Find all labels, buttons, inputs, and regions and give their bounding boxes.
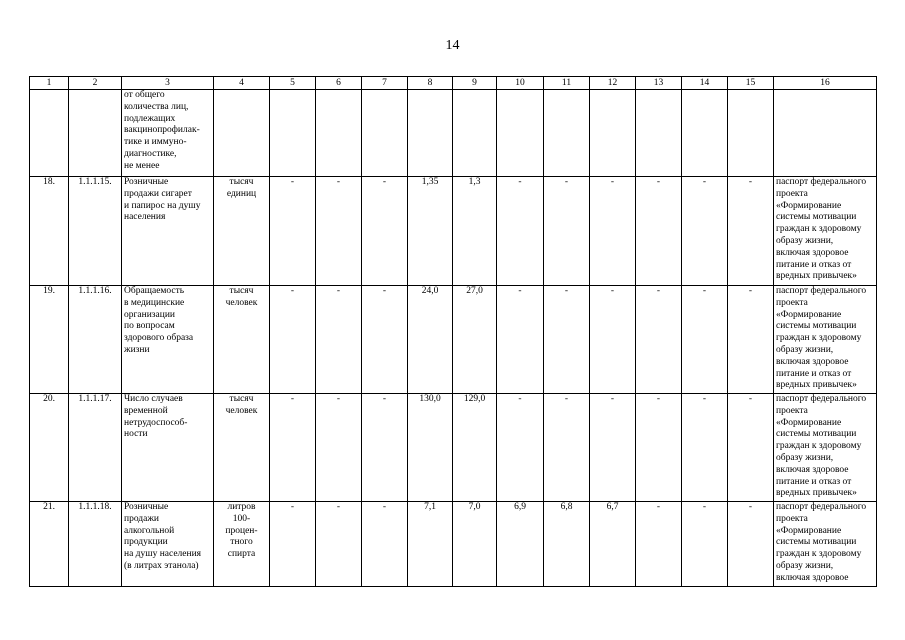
- cell-code: 1.1.1.15.: [69, 177, 122, 286]
- cell-value: -: [636, 394, 682, 502]
- cell-value: -: [544, 394, 590, 502]
- cell-value: -: [270, 502, 316, 587]
- header-cell: 7: [362, 77, 408, 90]
- cell-value: 1,3: [453, 177, 497, 286]
- cell-value: -: [362, 177, 408, 286]
- cell-value: -: [316, 394, 362, 502]
- header-cell: 2: [69, 77, 122, 90]
- cell-source: паспорт федерального проекта «Формирование системы мотивации граждан к здоровому образу жизни, включая здоровое питание и отказ от вредных привычек»: [774, 394, 877, 502]
- cell-value: -: [590, 286, 636, 394]
- table-row: [30, 286, 877, 394]
- cell-unit: литров 100- процен- тного спирта: [214, 502, 270, 587]
- header-cell: 3: [122, 77, 214, 90]
- cell-empty: [590, 90, 636, 177]
- header-cell: 10: [497, 77, 544, 90]
- cell-value: -: [728, 394, 774, 502]
- header-row: [30, 77, 877, 90]
- cell-value: -: [270, 286, 316, 394]
- cell-value: 6,8: [544, 502, 590, 587]
- cell-indicator-name: Розничные продажи алкогольной продукции на душу населения (в литрах этанола): [122, 502, 214, 587]
- cell-empty: [362, 90, 408, 177]
- cell-empty: [270, 90, 316, 177]
- cell-value: 1,35: [408, 177, 453, 286]
- header-cell: 6: [316, 77, 362, 90]
- cell-value: -: [728, 286, 774, 394]
- cell-unit: тысяч человек: [214, 286, 270, 394]
- header-cell: 8: [408, 77, 453, 90]
- cell-value: -: [497, 394, 544, 502]
- cell-value: -: [636, 177, 682, 286]
- cell-empty: [408, 90, 453, 177]
- cell-indicator-name: Число случаев временной нетрудоспособ- ности: [122, 394, 214, 502]
- cell-empty: [497, 90, 544, 177]
- cell-indicator-name: Обращаемость в медицинские организации по вопросам здорового образа жизни: [122, 286, 214, 394]
- cell-value: -: [316, 286, 362, 394]
- cell-value: -: [728, 502, 774, 587]
- cell-value: -: [636, 502, 682, 587]
- cell-empty: [30, 90, 69, 177]
- cell-value: -: [362, 394, 408, 502]
- cell-value: -: [544, 286, 590, 394]
- header-cell: 13: [636, 77, 682, 90]
- cell-value: -: [544, 177, 590, 286]
- table-row-continuation: [30, 90, 877, 177]
- cell-unit: тысяч человек: [214, 394, 270, 502]
- cell-value: 129,0: [453, 394, 497, 502]
- cell-empty: [682, 90, 728, 177]
- cell-value: 130,0: [408, 394, 453, 502]
- table-row: [30, 177, 877, 286]
- cell-value: -: [362, 502, 408, 587]
- cell-value: -: [728, 177, 774, 286]
- cell-value: -: [682, 502, 728, 587]
- cell-value: -: [362, 286, 408, 394]
- cell-value: 27,0: [453, 286, 497, 394]
- header-cell: 12: [590, 77, 636, 90]
- cell-row-number: 19.: [30, 286, 69, 394]
- cell-row-number: 21.: [30, 502, 69, 587]
- cell-value: 7,0: [453, 502, 497, 587]
- table-row: [30, 502, 877, 587]
- cell-code: 1.1.1.18.: [69, 502, 122, 587]
- cell-unit: тысяч единиц: [214, 177, 270, 286]
- cell-value: -: [316, 177, 362, 286]
- cell-code: 1.1.1.16.: [69, 286, 122, 394]
- cell-value: 24,0: [408, 286, 453, 394]
- header-cell: 1: [30, 77, 69, 90]
- cell-code: 1.1.1.17.: [69, 394, 122, 502]
- header-cell: 4: [214, 77, 270, 90]
- cell-source: паспорт федерального проекта «Формирование системы мотивации граждан к здоровому образу жизни, включая здоровое: [774, 502, 877, 587]
- cell-row-number: 20.: [30, 394, 69, 502]
- cell-value: -: [270, 394, 316, 502]
- cell-value: -: [316, 502, 362, 587]
- cell-empty: [774, 90, 877, 177]
- cell-empty: [316, 90, 362, 177]
- cell-value: -: [497, 177, 544, 286]
- header-cell: 5: [270, 77, 316, 90]
- cell-value: -: [682, 394, 728, 502]
- cell-empty: [214, 90, 270, 177]
- cell-value: -: [497, 286, 544, 394]
- cell-source: паспорт федерального проекта «Формирование системы мотивации граждан к здоровому образу жизни, включая здоровое питание и отказ от вредных привычек»: [774, 286, 877, 394]
- cell-value: -: [590, 394, 636, 502]
- cell-empty: [728, 90, 774, 177]
- page-number: 14: [445, 38, 460, 53]
- cell-value: -: [636, 286, 682, 394]
- cell-empty: [544, 90, 590, 177]
- header-cell: 9: [453, 77, 497, 90]
- cell-value: -: [682, 177, 728, 286]
- cell-value: -: [682, 286, 728, 394]
- header-cell: 15: [728, 77, 774, 90]
- cell-source: паспорт федерального проекта «Формирование системы мотивации граждан к здоровому образу жизни, включая здоровое питание и отказ от вредных привычек»: [774, 177, 877, 286]
- cell-value: 6,7: [590, 502, 636, 587]
- cell-row-number: 18.: [30, 177, 69, 286]
- cell-empty: [636, 90, 682, 177]
- cell-indicator-name: Розничные продажи сигарет и папирос на душу населения: [122, 177, 214, 286]
- table-row: [30, 394, 877, 502]
- cell-empty: [69, 90, 122, 177]
- cell-value: 7,1: [408, 502, 453, 587]
- header-cell: 11: [544, 77, 590, 90]
- cell-indicator-name: от общего количества лиц, подлежащих вакцинопрофилак- тике и иммуно- диагностике, не менее: [122, 90, 214, 177]
- cell-value: -: [270, 177, 316, 286]
- indicators-table: [29, 76, 877, 587]
- header-cell: 14: [682, 77, 728, 90]
- header-cell: 16: [774, 77, 877, 90]
- cell-empty: [453, 90, 497, 177]
- cell-value: -: [590, 177, 636, 286]
- cell-value: 6,9: [497, 502, 544, 587]
